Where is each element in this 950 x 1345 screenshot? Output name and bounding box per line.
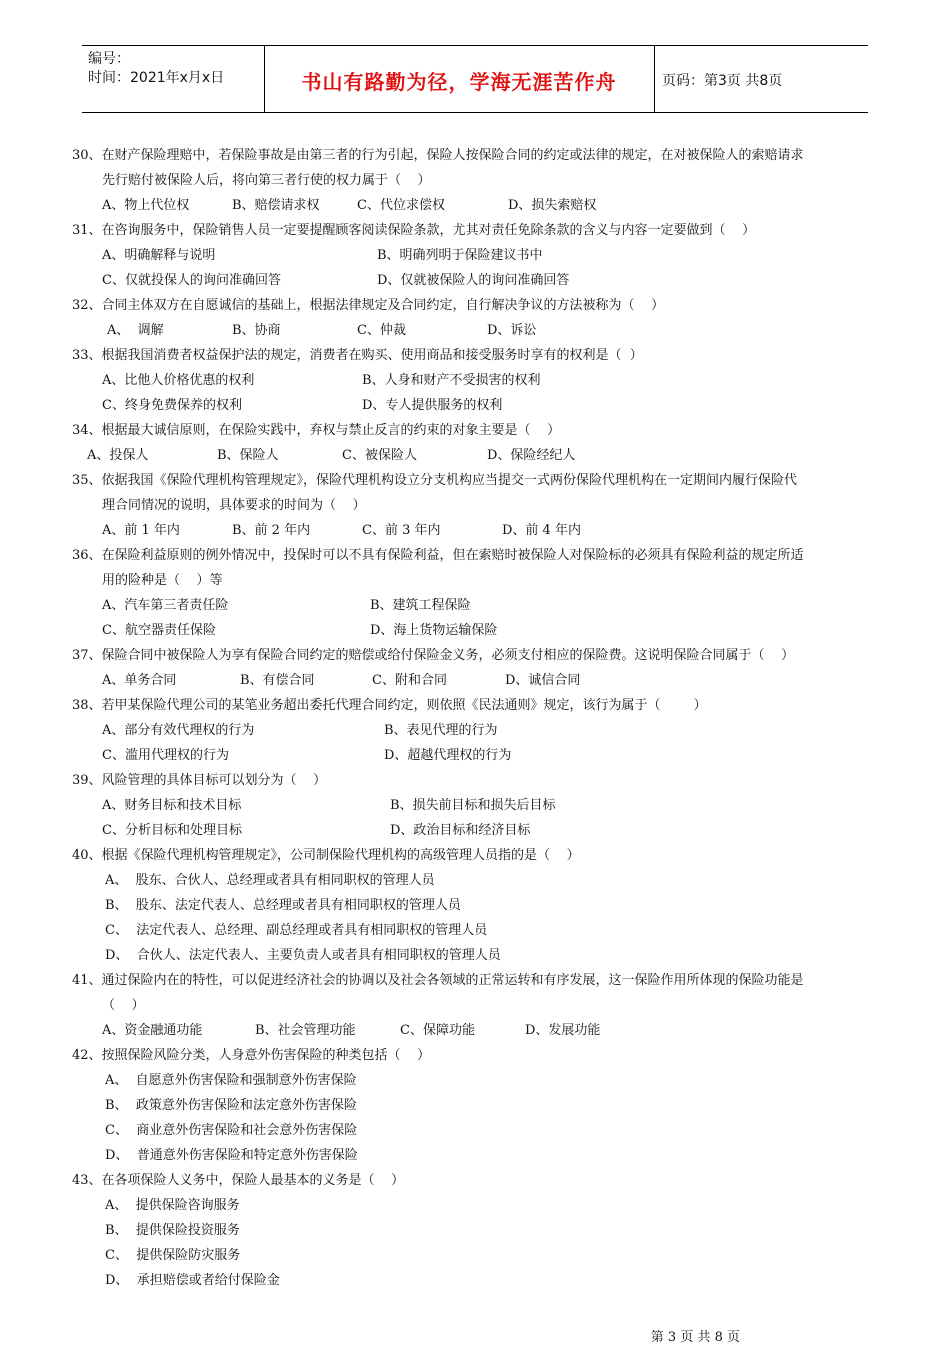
answer-option: B、表见代理的行为 bbox=[384, 723, 498, 738]
answer-option: D、超越代理权的行为 bbox=[384, 748, 512, 763]
option-row bbox=[72, 1018, 880, 1043]
answer-option: A、汽车第三者责任险 bbox=[102, 598, 229, 613]
answer-option: B、 提供保险投资服务 bbox=[105, 1223, 240, 1238]
answer-option: C、 法定代表人、总经理、副总经理或者具有相同职权的管理人员 bbox=[105, 923, 488, 938]
answer-option: C、航空器责任保险 bbox=[102, 623, 216, 638]
answer-option: D、发展功能 bbox=[525, 1023, 601, 1038]
answer-option: B、损失前目标和损失后目标 bbox=[390, 798, 556, 813]
option-row bbox=[72, 1143, 880, 1168]
answer-option: B、 股东、法定代表人、总经理或者具有相同职权的管理人员 bbox=[105, 898, 461, 913]
question-stem-continued: 先行赔付被保险人后，将向第三者行使的权力属于（ ） bbox=[102, 173, 431, 188]
answer-option: B、协商 bbox=[232, 323, 281, 338]
answer-option: D、诚信合同 bbox=[505, 673, 581, 688]
answer-option: C、终身免费保养的权利 bbox=[102, 398, 242, 413]
option-row bbox=[72, 393, 880, 418]
answer-option: D、 合伙人、法定代表人、主要负责人或者具有相同职权的管理人员 bbox=[105, 948, 501, 963]
option-row bbox=[72, 718, 880, 743]
option-row bbox=[72, 193, 880, 218]
option-row bbox=[72, 868, 880, 893]
option-row bbox=[72, 918, 880, 943]
option-row bbox=[72, 1068, 880, 1093]
answer-option: A、 调解 bbox=[107, 323, 164, 338]
document-header bbox=[82, 45, 868, 113]
answer-option: D、 承担赔偿或者给付保险金 bbox=[105, 1273, 280, 1288]
question-stem: 31、在咨询服务中，保险销售人员一定要提醒顾客阅读保险条款，尤其对责任免除条款的含义与内容一定要做到（ ） bbox=[72, 223, 756, 238]
option-row bbox=[72, 243, 880, 268]
answer-option: C、 提供保险防灾服务 bbox=[105, 1248, 241, 1263]
answer-option: B、前 2 年内 bbox=[232, 523, 311, 538]
question-stem: 35、依据我国《保险代理机构管理规定》，保险代理机构设立分支机构应当提交一式两份保险代理机构在一定期间内履行保险代 bbox=[72, 473, 798, 488]
question-stem: 39、风险管理的具体目标可以划分为（ ） bbox=[72, 773, 327, 788]
answer-option: D、海上货物运输保险 bbox=[370, 623, 498, 638]
answer-option: A、部分有效代理权的行为 bbox=[102, 723, 255, 738]
question-stem: 34、根据最大诚信原则，在保险实践中，弃权与禁止反言的约束的对象主要是（ ） bbox=[72, 423, 561, 438]
answer-option: C、 商业意外伤害保险和社会意外伤害保险 bbox=[105, 1123, 358, 1138]
answer-option: A、资金融通功能 bbox=[102, 1023, 203, 1038]
answer-option: A、前 1 年内 bbox=[102, 523, 180, 538]
option-row bbox=[72, 368, 880, 393]
answer-option: D、 普通意外伤害保险和特定意外伤害保险 bbox=[105, 1148, 358, 1163]
answer-option: B、保险人 bbox=[217, 448, 279, 463]
answer-option: A、比他人价格优惠的权利 bbox=[102, 373, 255, 388]
answer-option: C、附和合同 bbox=[372, 673, 447, 688]
option-row bbox=[72, 1243, 880, 1268]
question-stem: 41、通过保险内在的特性，可以促进经济社会的协调以及社会各领域的正常运转和有序发展，这一保险作用所体现的保险功能是 bbox=[72, 973, 804, 988]
time-label: 时间：2021年x月x日 bbox=[88, 70, 225, 86]
option-row bbox=[72, 893, 880, 918]
option-row bbox=[72, 1193, 880, 1218]
answer-option: C、前 3 年内 bbox=[362, 523, 441, 538]
answer-option: A、投保人 bbox=[87, 448, 149, 463]
answer-option: D、前 4 年内 bbox=[502, 523, 581, 538]
answer-option: C、被保险人 bbox=[342, 448, 417, 463]
option-row bbox=[72, 518, 880, 543]
question-stem: 37、保险合同中被保险人为享有保险合同约定的赔偿或给付保险金义务，必须支付相应的保险费。这说明保险合同属于（ ） bbox=[72, 648, 795, 663]
answer-option: C、代位求偿权 bbox=[357, 198, 445, 213]
question-list bbox=[72, 143, 880, 1293]
header-left-cell bbox=[88, 50, 224, 88]
answer-option: A、明确解释与说明 bbox=[102, 248, 216, 263]
answer-option: B、建筑工程保险 bbox=[370, 598, 471, 613]
answer-option: A、财务目标和技术目标 bbox=[102, 798, 242, 813]
answer-option: A、 股东、合伙人、总经理或者具有相同职权的管理人员 bbox=[105, 873, 435, 888]
option-row bbox=[72, 943, 880, 968]
header-divider bbox=[654, 46, 655, 112]
option-row bbox=[72, 1118, 880, 1143]
question-stem-continued: 理合同情况的说明，具体要求的时间为（ ） bbox=[102, 498, 366, 513]
header-divider bbox=[264, 46, 265, 112]
answer-option: A、单务合同 bbox=[102, 673, 177, 688]
answer-option: C、分析目标和处理目标 bbox=[102, 823, 242, 838]
answer-option: A、 提供保险咨询服务 bbox=[105, 1198, 240, 1213]
option-row bbox=[72, 793, 880, 818]
question-stem: 43、在各项保险人义务中，保险人最基本的义务是（ ） bbox=[72, 1173, 405, 1188]
answer-option: D、损失索赔权 bbox=[508, 198, 597, 213]
header-page-info: 页码：第3页 共8页 bbox=[662, 73, 783, 89]
question-stem: 33、根据我国消费者权益保护法的规定，消费者在购买、使用商品和接受服务时享有的权利是（ ） bbox=[72, 348, 643, 363]
question-stem: 40、根据《保险代理机构管理规定》，公司制保险代理机构的高级管理人员指的是（ ） bbox=[72, 848, 580, 863]
question-stem: 32、合同主体双方在自愿诚信的基础上，根据法律规定及合同约定，自行解决争议的方法被称为（ ） bbox=[72, 298, 665, 313]
answer-option: B、明确列明于保险建议书中 bbox=[377, 248, 543, 263]
answer-option: B、社会管理功能 bbox=[255, 1023, 356, 1038]
answer-option: C、保障功能 bbox=[400, 1023, 475, 1038]
answer-option: D、诉讼 bbox=[487, 323, 537, 338]
option-row bbox=[72, 743, 880, 768]
answer-option: D、政治目标和经济目标 bbox=[390, 823, 531, 838]
page-footer: 第 3 页 共 8 页 bbox=[650, 1330, 740, 1345]
question-stem: 36、在保险利益原则的例外情况中，投保时可以不具有保险利益，但在索赔时被保险人对保险标的必须具有保险利益的规定所适 bbox=[72, 548, 804, 563]
question-stem-continued: 用的险种是（ ）等 bbox=[102, 573, 223, 588]
answer-option: A、 自愿意外伤害保险和强制意外伤害保险 bbox=[105, 1073, 357, 1088]
header-motto: 书山有路勤为径，学海无涯苦作舟 bbox=[301, 70, 617, 94]
option-row bbox=[72, 1268, 880, 1293]
answer-option: D、专人提供服务的权利 bbox=[362, 398, 503, 413]
answer-option: B、人身和财产不受损害的权利 bbox=[362, 373, 541, 388]
answer-option: C、仅就投保人的询问准确回答 bbox=[102, 273, 281, 288]
option-row bbox=[72, 1218, 880, 1243]
question-stem: 42、按照保险风险分类，人身意外伤害保险的种类包括（ ） bbox=[72, 1048, 431, 1063]
answer-option: A、物上代位权 bbox=[102, 198, 190, 213]
answer-option: B、有偿合同 bbox=[240, 673, 315, 688]
answer-option: D、保险经纪人 bbox=[487, 448, 576, 463]
answer-option: B、 政策意外伤害保险和法定意外伤害保险 bbox=[105, 1098, 357, 1113]
option-row bbox=[72, 593, 880, 618]
option-row bbox=[72, 1093, 880, 1118]
option-row bbox=[72, 618, 880, 643]
number-label: 编号： bbox=[88, 51, 130, 67]
option-row bbox=[72, 818, 880, 843]
answer-option: D、仅就被保险人的询问准确回答 bbox=[377, 273, 570, 288]
answer-option: B、赔偿请求权 bbox=[232, 198, 320, 213]
answer-option: C、滥用代理权的行为 bbox=[102, 748, 229, 763]
answer-option: C、仲裁 bbox=[357, 323, 406, 338]
option-row bbox=[72, 443, 880, 468]
option-row bbox=[72, 318, 880, 343]
option-row bbox=[72, 268, 880, 293]
option-row bbox=[72, 668, 880, 693]
question-stem: 38、若甲某保险代理公司的某笔业务超出委托代理合同约定，则依照《民法通则》规定，该行为属于（ ） bbox=[72, 698, 707, 713]
question-stem-continued: （ ） bbox=[102, 998, 145, 1013]
question-stem: 30、在财产保险理赔中，若保险事故是由第三者的行为引起，保险人按保险合同的约定或法律的规定，在对被保险人的索赔请求 bbox=[72, 148, 804, 163]
